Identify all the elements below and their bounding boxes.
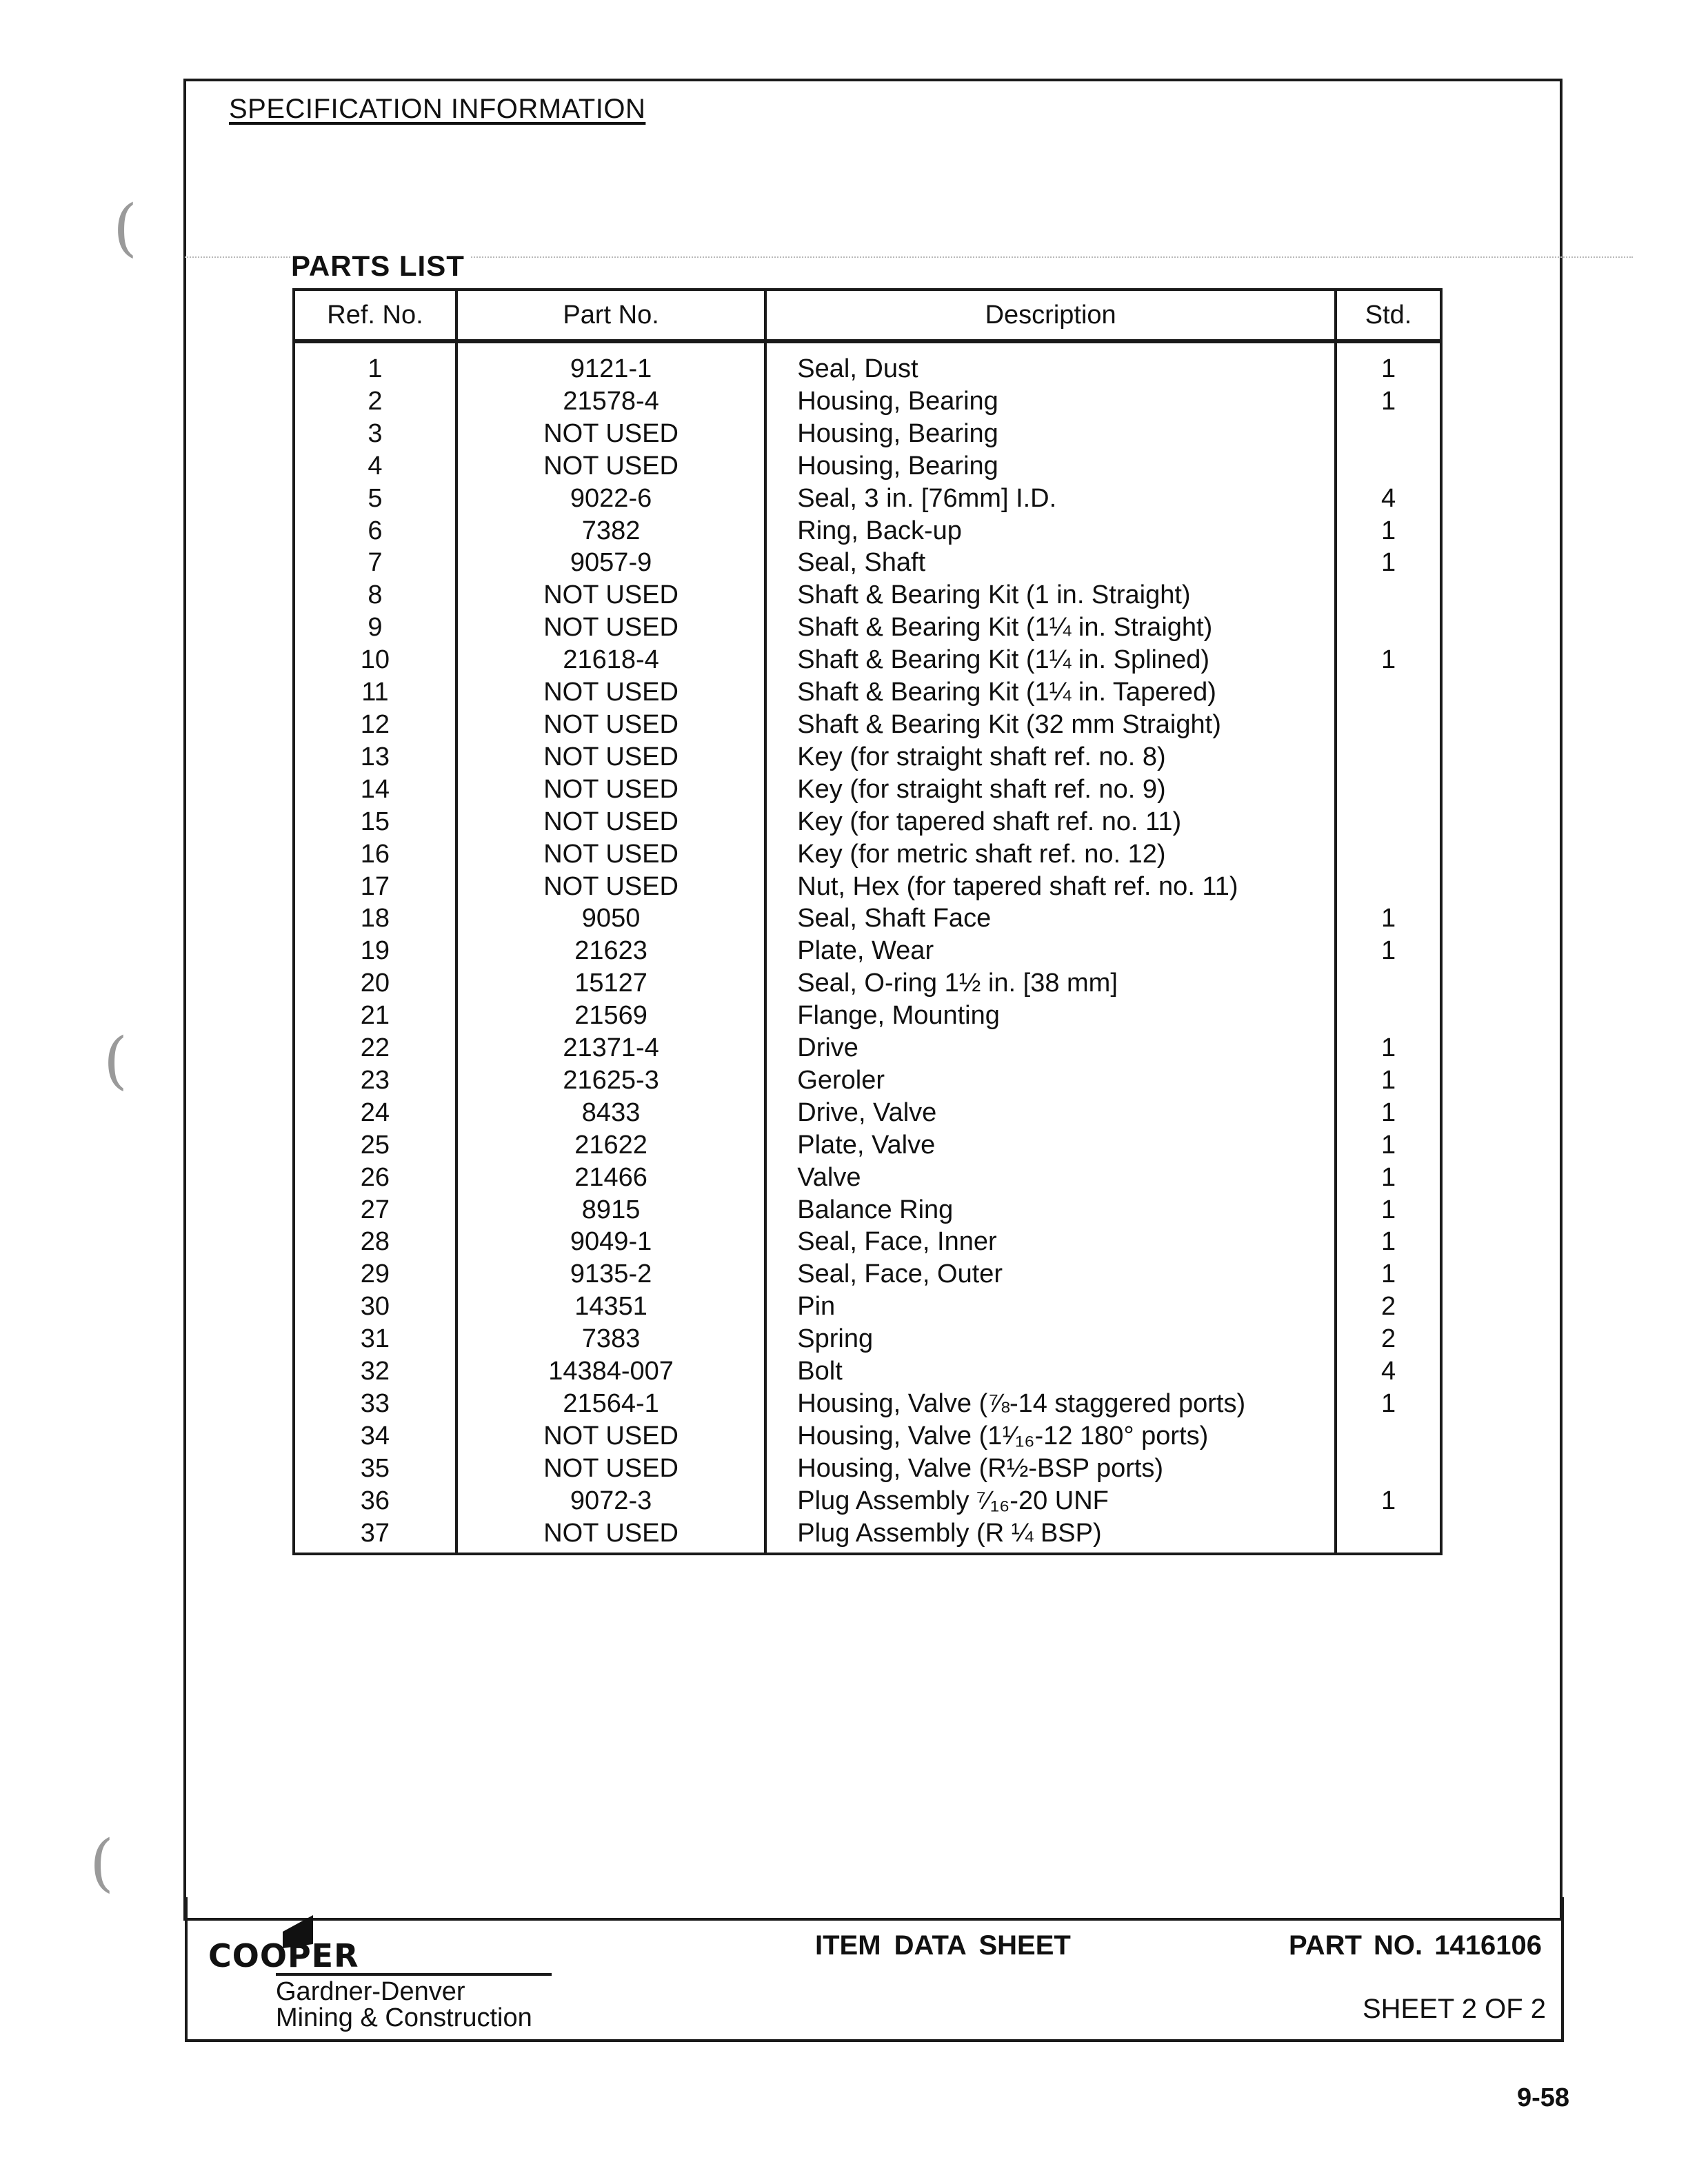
table-row xyxy=(294,1420,1441,1453)
ref-no-cell: 22 xyxy=(294,1032,456,1064)
ref-no-cell: 4 xyxy=(294,450,456,483)
part-no-cell: NOT USED xyxy=(456,611,765,644)
part-no-cell: 21371-4 xyxy=(456,1032,765,1064)
table-row xyxy=(294,741,1441,774)
std-qty-cell xyxy=(1336,967,1441,1000)
part-no-cell: NOT USED xyxy=(456,1517,765,1554)
description-cell: Shaft & Bearing Kit (1¼ in. Straight) xyxy=(765,611,1336,644)
part-no-cell: 9022-6 xyxy=(456,483,765,515)
description-cell: Key (for straight shaft ref. no. 9) xyxy=(765,774,1336,806)
description-cell: Shaft & Bearing Kit (1¼ in. Tapered) xyxy=(765,676,1336,709)
part-no-cell: NOT USED xyxy=(456,871,765,903)
description-cell: Seal, 3 in. [76mm] I.D. xyxy=(765,483,1336,515)
table-row xyxy=(294,1097,1441,1129)
table-row xyxy=(294,1064,1441,1097)
ref-no-cell: 29 xyxy=(294,1258,456,1291)
part-no-cell: NOT USED xyxy=(456,1420,765,1453)
description-cell: Bolt xyxy=(765,1355,1336,1388)
part-no-cell: NOT USED xyxy=(456,741,765,774)
part-number-label: PART NO. 1416106 xyxy=(1289,1930,1542,1961)
std-qty-cell: 1 xyxy=(1336,1226,1441,1258)
ref-no-cell: 27 xyxy=(294,1194,456,1226)
header-ref-no: Ref. No. xyxy=(294,290,456,341)
std-qty-cell xyxy=(1336,450,1441,483)
sheet-number-label: SHEET 2 OF 2 xyxy=(1362,1994,1546,2024)
std-qty-cell xyxy=(1336,1517,1441,1554)
table-row xyxy=(294,1258,1441,1291)
description-cell: Drive xyxy=(765,1032,1336,1064)
std-qty-cell xyxy=(1336,1420,1441,1453)
part-no-cell: 9057-9 xyxy=(456,547,765,579)
std-qty-cell: 1 xyxy=(1336,341,1441,385)
part-no-cell: 21578-4 xyxy=(456,385,765,418)
std-qty-cell xyxy=(1336,611,1441,644)
table-row xyxy=(294,644,1441,676)
table-row xyxy=(294,1485,1441,1517)
std-qty-cell xyxy=(1336,709,1441,741)
table-row xyxy=(294,935,1441,967)
section-title: SPECIFICATION INFORMATION xyxy=(229,94,646,124)
ref-no-cell: 20 xyxy=(294,967,456,1000)
margin-mark: ( xyxy=(113,192,138,264)
table-row xyxy=(294,611,1441,644)
std-qty-cell: 1 xyxy=(1336,1194,1441,1226)
margin-mark: ( xyxy=(103,1024,128,1097)
ref-no-cell: 16 xyxy=(294,838,456,871)
ref-no-cell: 36 xyxy=(294,1485,456,1517)
std-qty-cell: 1 xyxy=(1336,1032,1441,1064)
description-cell: Key (for straight shaft ref. no. 8) xyxy=(765,741,1336,774)
table-row xyxy=(294,1194,1441,1226)
ref-no-cell: 10 xyxy=(294,644,456,676)
part-no-cell: 7383 xyxy=(456,1323,765,1355)
description-cell: Pin xyxy=(765,1291,1336,1323)
part-no-cell: NOT USED xyxy=(456,418,765,450)
ref-no-cell: 13 xyxy=(294,741,456,774)
std-qty-cell xyxy=(1336,1000,1441,1032)
part-no-cell: NOT USED xyxy=(456,838,765,871)
margin-mark: ( xyxy=(90,1827,114,1899)
part-no-cell: 21625-3 xyxy=(456,1064,765,1097)
table-row xyxy=(294,1388,1441,1420)
description-cell: Shaft & Bearing Kit (32 mm Straight) xyxy=(765,709,1336,741)
std-qty-cell xyxy=(1336,838,1441,871)
table-row xyxy=(294,1226,1441,1258)
table-row xyxy=(294,806,1441,838)
part-no-cell: 21466 xyxy=(456,1162,765,1194)
description-cell: Balance Ring xyxy=(765,1194,1336,1226)
ref-no-cell: 2 xyxy=(294,385,456,418)
parts-table-body xyxy=(294,341,1441,1554)
table-row xyxy=(294,385,1441,418)
table-row xyxy=(294,1162,1441,1194)
part-no-cell: NOT USED xyxy=(456,806,765,838)
parts-table-header-row xyxy=(294,290,1441,341)
std-qty-cell: 1 xyxy=(1336,935,1441,967)
table-row xyxy=(294,515,1441,547)
table-row xyxy=(294,1355,1441,1388)
description-cell: Flange, Mounting xyxy=(765,1000,1336,1032)
logo-wordmark: COOPER xyxy=(208,1937,359,1974)
table-row xyxy=(294,838,1441,871)
description-cell: Drive, Valve xyxy=(765,1097,1336,1129)
description-cell: Housing, Bearing xyxy=(765,385,1336,418)
ref-no-cell: 30 xyxy=(294,1291,456,1323)
ref-no-cell: 1 xyxy=(294,341,456,385)
ref-no-cell: 8 xyxy=(294,579,456,611)
description-cell: Seal, O-ring 1½ in. [38 mm] xyxy=(765,967,1336,1000)
std-qty-cell xyxy=(1336,418,1441,450)
ref-no-cell: 5 xyxy=(294,483,456,515)
std-qty-cell: 1 xyxy=(1336,644,1441,676)
std-qty-cell: 1 xyxy=(1336,515,1441,547)
table-row xyxy=(294,676,1441,709)
logo-underline xyxy=(276,1973,552,1976)
std-qty-cell xyxy=(1336,871,1441,903)
table-row xyxy=(294,483,1441,515)
std-qty-cell: 2 xyxy=(1336,1291,1441,1323)
std-qty-cell xyxy=(1336,1453,1441,1485)
std-qty-cell: 2 xyxy=(1336,1323,1441,1355)
part-no-cell: 8433 xyxy=(456,1097,765,1129)
std-qty-cell: 1 xyxy=(1336,1129,1441,1162)
part-no-cell: 9049-1 xyxy=(456,1226,765,1258)
ref-no-cell: 14 xyxy=(294,774,456,806)
part-no-cell: NOT USED xyxy=(456,709,765,741)
ref-no-cell: 35 xyxy=(294,1453,456,1485)
ref-no-cell: 11 xyxy=(294,676,456,709)
part-no-cell: 21623 xyxy=(456,935,765,967)
description-cell: Housing, Bearing xyxy=(765,418,1336,450)
description-cell: Plate, Valve xyxy=(765,1129,1336,1162)
doc-type-label: ITEM DATA SHEET xyxy=(815,1930,1071,1961)
part-no-cell: NOT USED xyxy=(456,1453,765,1485)
std-qty-cell: 1 xyxy=(1336,1162,1441,1194)
description-cell: Plate, Wear xyxy=(765,935,1336,967)
parts-table xyxy=(292,288,1443,1555)
table-row xyxy=(294,418,1441,450)
ref-no-cell: 3 xyxy=(294,418,456,450)
ref-no-cell: 23 xyxy=(294,1064,456,1097)
std-qty-cell: 1 xyxy=(1336,902,1441,935)
part-no-cell: 9121-1 xyxy=(456,341,765,385)
description-cell: Housing, Bearing xyxy=(765,450,1336,483)
table-row xyxy=(294,341,1441,385)
ref-no-cell: 34 xyxy=(294,1420,456,1453)
table-row xyxy=(294,1000,1441,1032)
description-cell: Housing, Valve (1¹⁄₁₆-12 180° ports) xyxy=(765,1420,1336,1453)
table-row xyxy=(294,774,1441,806)
std-qty-cell xyxy=(1336,774,1441,806)
part-no-cell: 9072-3 xyxy=(456,1485,765,1517)
description-cell: Key (for tapered shaft ref. no. 11) xyxy=(765,806,1336,838)
description-cell: Shaft & Bearing Kit (1 in. Straight) xyxy=(765,579,1336,611)
description-cell: Seal, Shaft xyxy=(765,547,1336,579)
description-cell: Valve xyxy=(765,1162,1336,1194)
std-qty-cell: 1 xyxy=(1336,1258,1441,1291)
std-qty-cell: 1 xyxy=(1336,1097,1441,1129)
part-no-cell: NOT USED xyxy=(456,450,765,483)
part-no-cell: 14351 xyxy=(456,1291,765,1323)
description-cell: Plug Assembly (R ¼ BSP) xyxy=(765,1517,1336,1554)
ref-no-cell: 18 xyxy=(294,902,456,935)
std-qty-cell xyxy=(1336,806,1441,838)
description-cell: Geroler xyxy=(765,1064,1336,1097)
part-no-cell: 15127 xyxy=(456,967,765,1000)
ref-no-cell: 9 xyxy=(294,611,456,644)
ref-no-cell: 21 xyxy=(294,1000,456,1032)
std-qty-cell: 4 xyxy=(1336,1355,1441,1388)
table-row xyxy=(294,547,1441,579)
description-cell: Seal, Shaft Face xyxy=(765,902,1336,935)
description-cell: Nut, Hex (for tapered shaft ref. no. 11) xyxy=(765,871,1336,903)
table-row xyxy=(294,1517,1441,1554)
std-qty-cell: 1 xyxy=(1336,1064,1441,1097)
ref-no-cell: 28 xyxy=(294,1226,456,1258)
part-no-cell: 21564-1 xyxy=(456,1388,765,1420)
table-row xyxy=(294,967,1441,1000)
ref-no-cell: 17 xyxy=(294,871,456,903)
std-qty-cell: 1 xyxy=(1336,385,1441,418)
description-cell: Shaft & Bearing Kit (1¼ in. Splined) xyxy=(765,644,1336,676)
ref-no-cell: 32 xyxy=(294,1355,456,1388)
description-cell: Seal, Face, Outer xyxy=(765,1258,1336,1291)
part-no-cell: NOT USED xyxy=(456,774,765,806)
part-no-cell: 8915 xyxy=(456,1194,765,1226)
table-row xyxy=(294,1291,1441,1323)
description-cell: Plug Assembly ⁷⁄₁₆-20 UNF xyxy=(765,1485,1336,1517)
part-no-cell: 9050 xyxy=(456,902,765,935)
ref-no-cell: 25 xyxy=(294,1129,456,1162)
part-no-cell: 21622 xyxy=(456,1129,765,1162)
table-row xyxy=(294,1129,1441,1162)
part-no-cell: 9135-2 xyxy=(456,1258,765,1291)
std-qty-cell xyxy=(1336,676,1441,709)
table-row xyxy=(294,579,1441,611)
std-qty-cell xyxy=(1336,741,1441,774)
description-cell: Seal, Face, Inner xyxy=(765,1226,1336,1258)
company-name-line2: Mining & Construction xyxy=(276,2003,532,2032)
header-part-no: Part No. xyxy=(456,290,765,341)
table-row xyxy=(294,709,1441,741)
ref-no-cell: 6 xyxy=(294,515,456,547)
ref-no-cell: 26 xyxy=(294,1162,456,1194)
page-number: 9-58 xyxy=(1517,2083,1570,2112)
description-cell: Housing, Valve (⅞-14 staggered ports) xyxy=(765,1388,1336,1420)
ref-no-cell: 15 xyxy=(294,806,456,838)
table-row xyxy=(294,1323,1441,1355)
description-cell: Housing, Valve (R½-BSP ports) xyxy=(765,1453,1336,1485)
part-no-cell: 14384-007 xyxy=(456,1355,765,1388)
ref-no-cell: 19 xyxy=(294,935,456,967)
std-qty-cell: 1 xyxy=(1336,547,1441,579)
std-qty-cell: 4 xyxy=(1336,483,1441,515)
company-name-line1: Gardner-Denver xyxy=(276,1977,465,2006)
parts-list-title: PARTS LIST xyxy=(291,250,470,283)
std-qty-cell: 1 xyxy=(1336,1485,1441,1517)
part-no-cell: NOT USED xyxy=(456,579,765,611)
ref-no-cell: 37 xyxy=(294,1517,456,1554)
table-row xyxy=(294,871,1441,903)
header-description: Description xyxy=(765,290,1336,341)
table-row xyxy=(294,450,1441,483)
ref-no-cell: 7 xyxy=(294,547,456,579)
description-cell: Spring xyxy=(765,1323,1336,1355)
table-row xyxy=(294,1453,1441,1485)
std-qty-cell: 1 xyxy=(1336,1388,1441,1420)
header-std: Std. xyxy=(1336,290,1441,341)
part-no-cell: 21569 xyxy=(456,1000,765,1032)
part-no-cell: 21618-4 xyxy=(456,644,765,676)
std-qty-cell xyxy=(1336,579,1441,611)
description-cell: Key (for metric shaft ref. no. 12) xyxy=(765,838,1336,871)
ref-no-cell: 12 xyxy=(294,709,456,741)
ref-no-cell: 24 xyxy=(294,1097,456,1129)
description-cell: Seal, Dust xyxy=(765,341,1336,385)
ref-no-cell: 31 xyxy=(294,1323,456,1355)
description-cell: Ring, Back-up xyxy=(765,515,1336,547)
table-row xyxy=(294,1032,1441,1064)
table-row xyxy=(294,902,1441,935)
part-no-cell: 7382 xyxy=(456,515,765,547)
ref-no-cell: 33 xyxy=(294,1388,456,1420)
part-no-cell: NOT USED xyxy=(456,676,765,709)
